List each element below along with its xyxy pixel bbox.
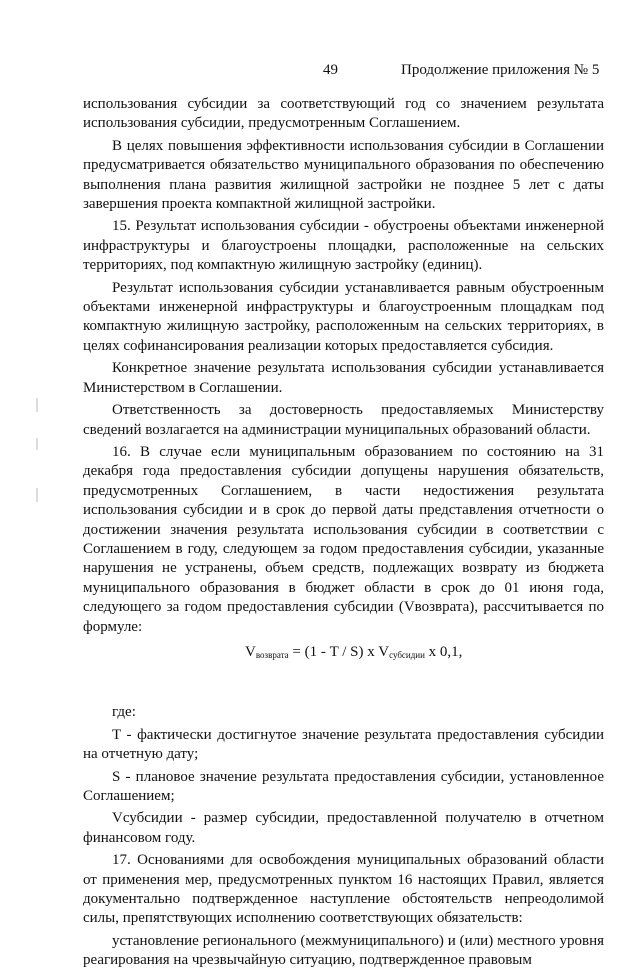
definition-s: S - плановое значение результата предоставления субсидии, установленное Соглашением; [83, 768, 604, 804]
paragraph-result-definition: Результат использования субсидии устанавливается равным обустроенным объектами инженерной инфраструктуры и благоустроенным площадкам под компактную жилищную застройку, расположенным на сельских территориях, в целях софинансирования реализации которых предоставляется субсидия. [83, 279, 604, 354]
paragraph-continuation: использования субсидии за соответствующий год со значением результата использования субсидии, предусмотренным Соглашением. [83, 96, 604, 132]
definition-t: T - фактически достигнутое значение результата предоставления субсидии на отчетную дату; [83, 726, 604, 763]
paragraph-emergency: установление регионального (межмуниципального) и (или) местного уровня реагирования на чрезвычайную ситуацию, подтвержденное правовым [83, 932, 604, 969]
paragraph-item-16: 16. В случае если муниципальным образованием по состоянию на 31 декабря года предоставления субсидии допущены нарушения обязательств, предусмотренных Соглашением, в части недостижения результата использования субсидии и в срок до первой даты представления отчетности о достижении значения результата использования субсидии в соответствии с Соглашением в году, следующем за годом предоставления субсидии, указанные нарушения не устранены, объем средств, подлежащих возврату из бюджета муниципального образования в бюджет области в срок до 01 июня года, следующего за годом предоставления субсидии (Vвозврата), рассчитывается по формуле: [83, 443, 604, 635]
paragraph-efficiency: В целях повышения эффективности использования субсидии в Соглашении предусматривается обязательство муниципального образования по обеспечению выполнения плана развития жилищной застройки не позднее 5 лет с даты завершения проекта компактной жилищной застройки. [83, 137, 604, 213]
page-header [0, 62, 640, 84]
margin-scan-mark [34, 398, 40, 528]
page-number: 49 [323, 62, 338, 78]
paragraph-responsibility: Ответственность за достоверность предоставляемых Министерству сведений возлагается на администрации муниципальных образований области. [83, 402, 604, 438]
refund-formula: $V_{возврата} = (1 - T / S)$ x $V_{субсидии}$ x 0,1, [245, 643, 463, 660]
paragraph-item-17: 17. Основаниями для освобождения муниципальных образований области от применения мер, предусмотренных пунктом 16 настоящих Правил, является документально подтвержденное наступление обстоятельств непреодолимой силы, препятствующих исполнению соответствующих обязательств: [83, 852, 604, 927]
where-label: где: [112, 704, 136, 721]
paragraph-item-15: 15. Результат использования субсидии - обустроены объектами инженерной инфраструктуры и благоустроены площадки, расположенные на сельских территориях, под компактную жилищную застройку (единиц). [83, 218, 604, 274]
paragraph-result-value: Конкретное значение результата использования субсидии устанавливается Министерством в Соглашении. [83, 360, 604, 396]
definition-vsubsidy: Vсубсидии - размер субсидии, предоставленной получателю в отчетном финансовом году. [83, 810, 604, 846]
document-body [83, 95, 604, 974]
appendix-label: Продолжение приложения № 5 [401, 62, 600, 78]
